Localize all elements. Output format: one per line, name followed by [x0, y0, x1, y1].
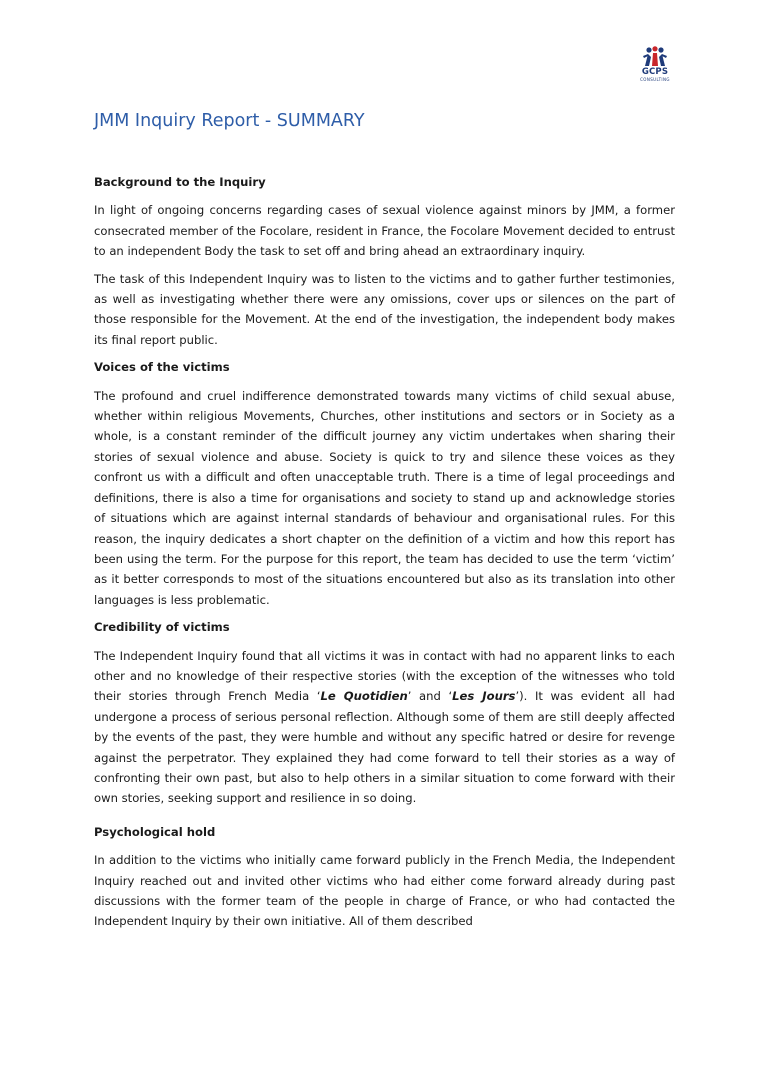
logo-subtitle: CONSULTING [640, 77, 670, 82]
heading-voices: Voices of the victims [94, 360, 230, 375]
gcps-people-logo-icon [640, 46, 670, 68]
heading-background: Background to the Inquiry [94, 175, 266, 189]
credibility-text-a: The Independent Inquiry found that all victims it was in contact with had no apparent links to each other and no knowledge of their respective stories (with the exception of the witnesses who told their stories through French Media ‘ [94, 648, 675, 704]
paragraph-credibility-1 [94, 646, 675, 809]
logo-wordmark: GCPS [641, 67, 669, 77]
credibility-text-c: ’). It was evident all had undergone a process of serious personal reflection. Although some of them are still deeply affected by the events of the past, they were humble and without any specific hatred or desire for revenge against the perpetrator. They explained they had come forward to tell their stories as a way of confronting their own past, but also to help others in a similar situation to come forward with their own stories, seeking support and resilience in so doing. [94, 689, 675, 806]
heading-psychological: Psychological hold [94, 824, 216, 839]
document-body [94, 172, 675, 939]
gcps-logo [634, 46, 676, 88]
media-les-jours: Les Jours [452, 689, 516, 704]
credibility-text-b: ’ and ‘ [407, 689, 453, 704]
paragraph-psychological-1: In addition to the victims who initially came forward publicly in the French Media, the Independent Inquiry reached out and invited other victims who had either come forward already during past discussions with the former team of the people in charge of France, or who had contacted the Independent Inquiry by their own initiative. All of them described [94, 853, 675, 929]
page-title: JMM Inquiry Report - SUMMARY [94, 111, 365, 131]
heading-credibility: Credibility of victims [94, 620, 230, 635]
media-le-quotidien: Le Quotidien [320, 689, 408, 704]
paragraph-voices-1: The profound and cruel indifference demonstrated towards many victims of child sexual abuse, whether within religious Movements, Churches, other institutions and sectors or in Society as a whole, is a constant reminder of the difficult journey any victim undertakes when sharing their stories of sexual violence and abuse. Society is quick to try and silence these voices as they confront us with a difficult and often unacceptable truth. There is a time of legal proceedings and definitions, there is also a time for organisations and society to stand up and acknowledge stories of situations which are against internal standards of behaviour and organisational rules. For this reason, the inquiry dedicates a short chapter on the definition of a victim and how this report has been using the term. For the purpose for this report, the team has decided to use the term ‘victim’ as it better corresponds to most of the situations encountered but also as its translation into other languages is less problematic. [94, 388, 675, 607]
paragraph-background-2: The task of this Independent Inquiry was to listen to the victims and to gather further testimonies, as well as investigating whether there were any omissions, cover ups or silences on the part of those responsible for the Movement. At the end of the investigation, the independent body makes its final report public. [94, 271, 675, 347]
paragraph-background-1: In light of ongoing concerns regarding cases of sexual violence against minors by JMM, a former consecrated member of the Focolare, resident in France, the Focolare Movement decided to entrust to an independent Body the task to set off and bring ahead an extraordinary inquiry. [94, 203, 675, 259]
